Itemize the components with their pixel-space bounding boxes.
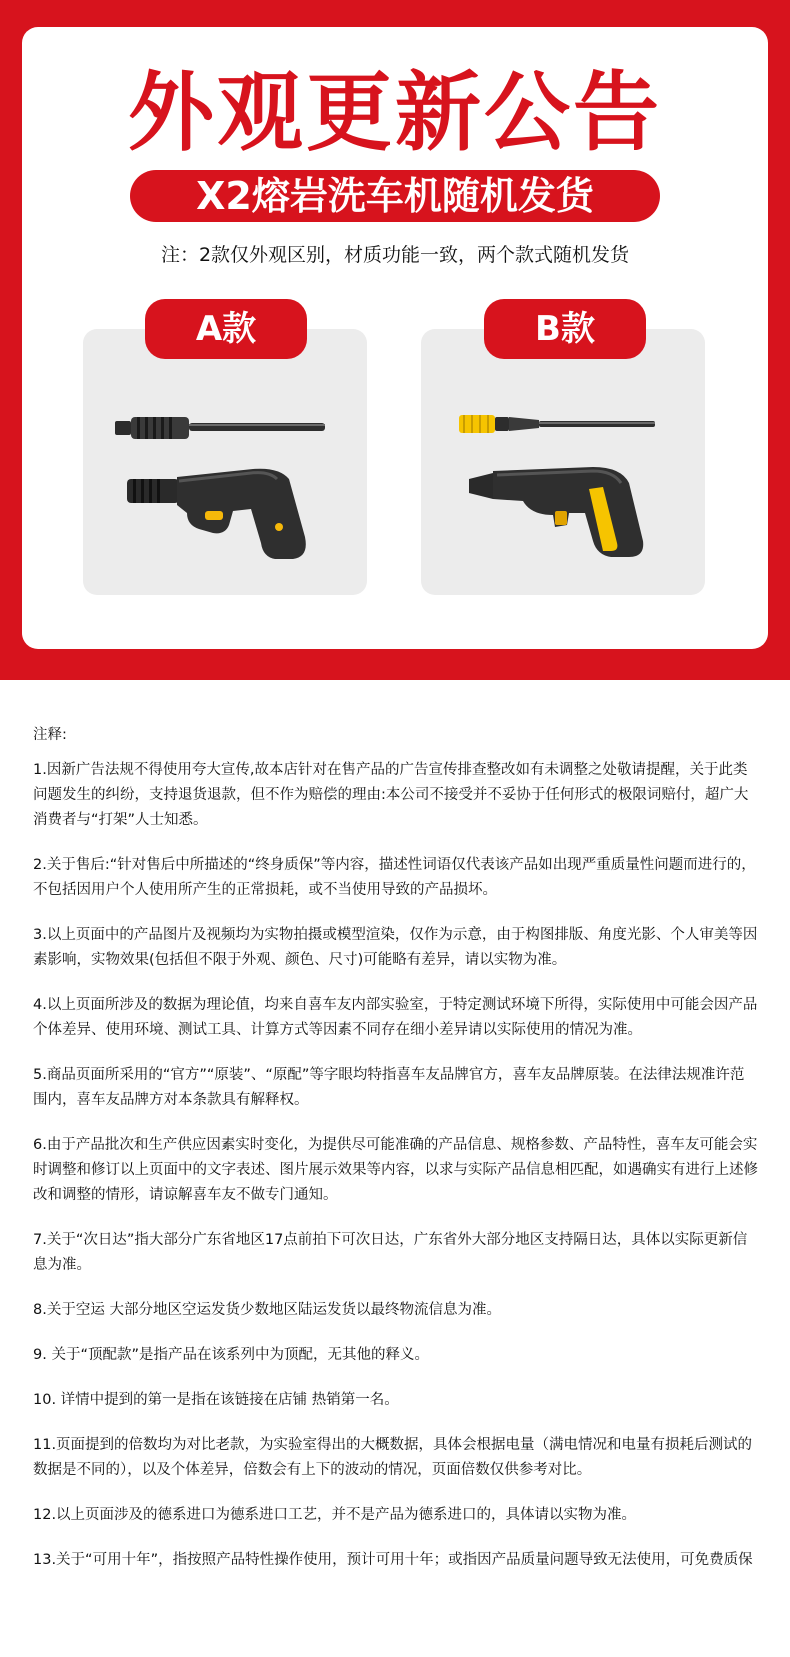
announcement-banner [0,0,790,680]
note-item: 7.关于“次日达”指大部分广东省地区17点前拍下可次日达，广东省外大部分地区支持隔日达，具体以实际更新信息为准。 [33,1232,748,1273]
notes-heading: 注释: [33,727,67,743]
note-item: 12.以上页面涉及的德系进口为德系进口工艺，并不是产品为德系进口的，具体请以实物为准。 [33,1507,637,1523]
model-a-lance [115,417,325,439]
model-b-label: B款 [484,299,646,359]
model-b-lance [459,415,655,433]
note-item: 10. 详情中提到的第一是指在该链接在店铺 热销第一名。 [33,1392,399,1408]
disclaimer-notes [33,723,758,1593]
page-title: 外观更新公告 [128,63,662,163]
model-b-panel [421,329,705,595]
note-item: 3.以上页面中的产品图片及视频均为实物拍摄或模型渲染，仅作为示意，由于构图排版、角度光影、个人审美等因素影响，实物效果(包括但不限于外观、颜色、尺寸)可能略有差异，请以实物为准。 [33,927,758,968]
note-item: 4.以上页面所涉及的数据为理论值，均来自喜车友内部实验室，于特定测试环境下所得，实际使用中可能会因产品个体差异、使用环境、测试工具、计算方式等因素不同存在细小差异请以实际使用的情况为准。 [33,997,758,1038]
note-item: 11.页面提到的倍数均为对比老款，为实验室得出的大概数据，具体会根据电量（满电情况和电量有损耗后测试的数据是不同的），以及个体差异，倍数会有上下的波动的情况，页面倍数仅供参考对比。 [33,1437,753,1478]
model-a-label: A款 [145,299,307,359]
model-a-trigger-accent [205,511,223,520]
note-item: 6.由于产品批次和生产供应因素实时变化，为提供尽可能准确的产品信息、规格参数、产品特性，喜车友可能会实时调整和修订以上页面中的文字表述、图片展示效果等内容，以求与实际产品信息相匹配，如遇确实有进行上述修改和调整的情形，请谅解喜车友不做专门通知。 [33,1137,758,1203]
model-a-gun [127,469,306,559]
note-item: 8.关于空运 大部分地区空运发货少数地区陆运发货以最终物流信息为准。 [33,1302,501,1318]
note-item: 9. 关于“顶配款”是指产品在该系列中为顶配，无其他的释义。 [33,1347,429,1363]
model-b-gun [469,467,643,557]
model-note: 注：2款仅外观区别，材质功能一致，两个款式随机发货 [160,244,630,266]
model-a-panel [83,329,367,595]
model-a-spray-gun-image [83,329,367,595]
subtitle-pill: X2熔岩洗车机随机发货 [130,170,660,222]
model-b-spray-gun-image [421,329,705,595]
note-item: 1.因新广告法规不得使用夸大宣传,故本店针对在售产品的广告宣传排查整改如有未调整之处敬请提醒，关于此类问题发生的纠纷，支持退货退款，但不作为赔偿的理由:本公司不接受并不妥协于任何形式的极限词赔付，超广大消费者与“打架”人士知悉。 [33,762,749,828]
note-item: 2.关于售后:“针对售后中所描述的“终身质保”等内容，描述性词语仅代表该产品如出现严重质量性问题而进行的，不包括因用户个人使用所产生的正常损耗，或不当使用导致的产品损坏。 [33,857,756,898]
announcement-card [22,27,768,649]
note-item: 13.关于“可用十年”，指按照产品特性操作使用，预计可用十年；或指因产品质量问题导致无法使用，可免费质保 [33,1552,753,1568]
note-item: 5.商品页面所采用的“官方”“原装”、“原配”等字眼均特指喜车友品牌官方，喜车友品牌原装。在法律法规准许范围内，喜车友品牌方对本条款具有解释权。 [33,1067,745,1108]
